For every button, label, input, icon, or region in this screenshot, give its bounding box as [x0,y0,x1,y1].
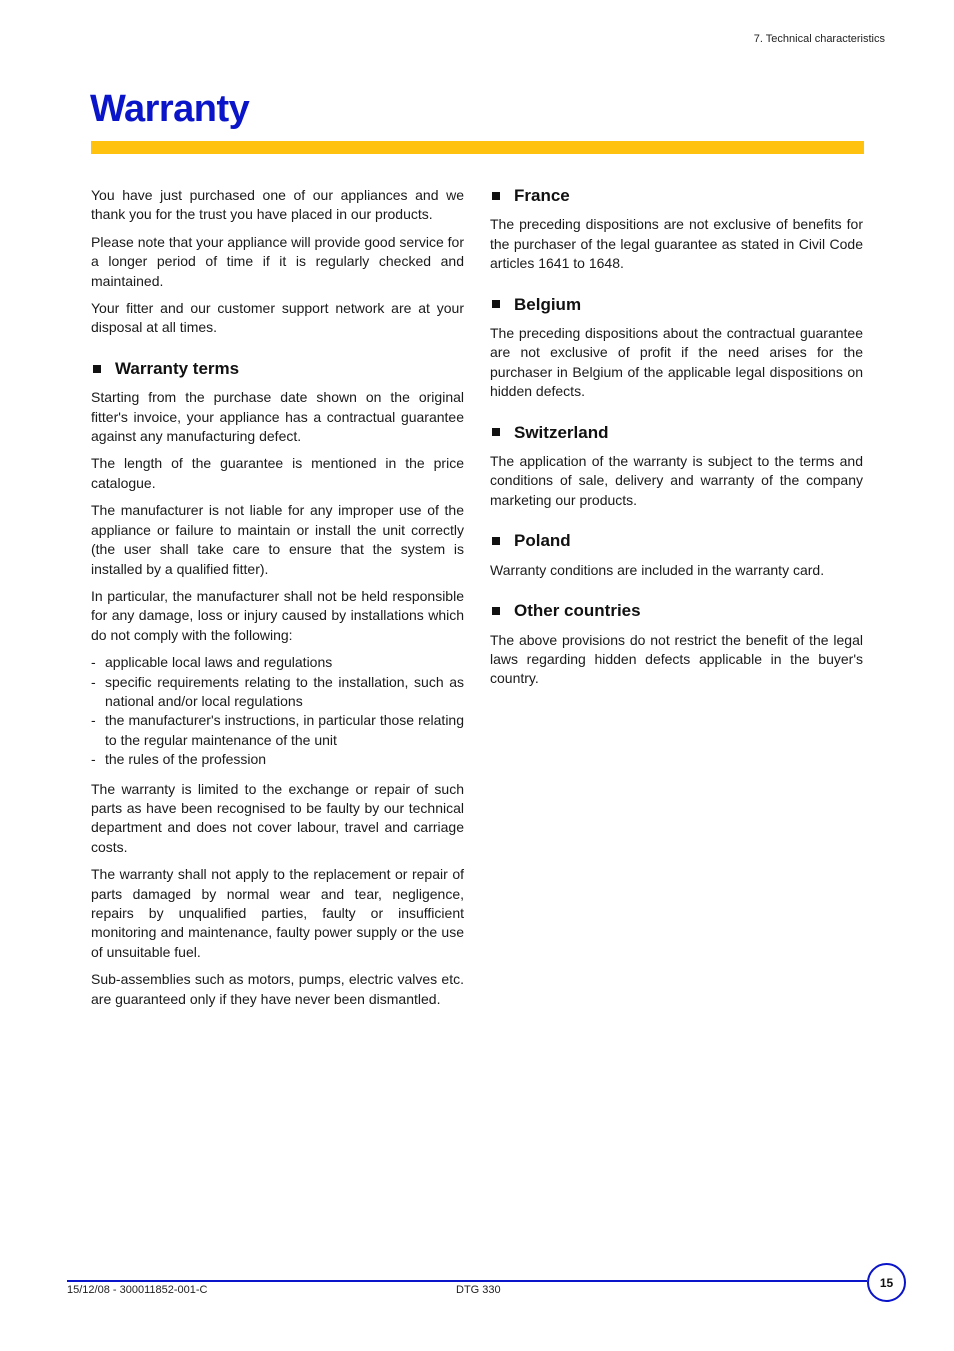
belgium-text: The preceding dispositions about the contractual guarantee are not exclusive of profit if the need arises for the purchaser in Belgium of the applicable legal dispositions on hidden defects. [490,325,863,400]
square-bullet-icon [492,537,500,545]
list-item: - applicable local laws and regulations [91,654,333,671]
terms-paragraph: In particular, the manufacturer shall not be held responsible for any damage, loss or injury caused by installations which do not comply with the following: [91,587,464,643]
list-item: - specific requirements relating to the installation, such as national and/or local regulations [91,673,464,709]
document-reference: 15/12/08 - 300011852-001-C [67,1284,208,1296]
heading-label: Poland [514,531,571,551]
terms-paragraph: The manufacturer is not liable for any improper use of the appliance or failure to maintain or install the unit correctly (the user shall take care to ensure that the system is installed by a qualified fitter). [91,502,464,577]
compliance-list [91,653,464,769]
footer-rule [67,1280,867,1282]
switzerland-text: The application of the warranty is subject to the terms and conditions of sale, delivery and warranty of the company marketing our products. [490,453,863,508]
right-column [490,186,863,697]
closing-paragraph: The warranty shall not apply to the replacement or repair of parts damaged by normal wear and tear, negligence, repairs by unqualified parties, faulty or insufficient monitoring and maintenance, faulty power supply or the use of unsuitable fuel. [91,866,464,960]
other-countries-heading [490,601,863,620]
heading-label: Belgium [514,294,582,314]
square-bullet-icon [492,607,500,615]
france-heading [490,186,863,205]
warranty-terms-heading [91,359,464,378]
terms-paragraph: The length of the guarantee is mentioned in the price catalogue. [91,455,464,491]
france-text: The preceding dispositions are not exclusive of benefits for the purchaser of the legal guarantee as stated in Civil Code articles 1641 to 1648. [490,216,863,272]
title-underline-bar [91,141,864,154]
poland-text: Warranty conditions are included in the warranty card. [490,561,825,578]
heading-label: Other countries [514,601,641,621]
list-item: - the manufacturer's instructions, in particular those relating to the regular maintenance of the unit [91,712,464,748]
poland-heading [490,531,863,550]
model-name: DTG 330 [456,1284,501,1296]
heading-label: Switzerland [514,422,609,442]
left-column [91,186,464,1017]
closing-paragraph: The warranty is limited to the exchange or repair of such parts as have been recognised to be faulty by our technical department and does not cover labour, travel and carriage costs. [91,780,464,855]
square-bullet-icon [492,428,500,436]
switzerland-heading [490,423,863,442]
intro-paragraph: Your fitter and our customer support network are at your disposal at all times. [91,300,464,336]
list-item: - the rules of the profession [91,751,267,768]
square-bullet-icon [93,365,101,373]
page-number: 15 [879,1275,894,1290]
terms-paragraph: Starting from the purchase date shown on the original fitter's invoice, your appliance has a contractual guarantee against any manufacturing defect. [91,389,464,445]
square-bullet-icon [492,192,500,200]
page-title: Warranty [90,88,250,130]
square-bullet-icon [492,300,500,308]
section-header: 7. Technical characteristics [753,33,885,45]
intro-paragraph: You have just purchased one of our appliances and we thank you for the trust you have placed in our products. [91,187,464,223]
belgium-heading [490,295,863,314]
closing-paragraph: Sub-assemblies such as motors, pumps, electric valves etc. are guaranteed only if they have never been dismantled. [91,971,464,1007]
heading-label: France [514,186,570,205]
page-number-badge [867,1263,906,1302]
intro-paragraph: Please note that your appliance will provide good service for a longer period of time if it is regularly checked and maintained. [91,233,464,289]
heading-label: Warranty terms [115,358,240,378]
other-countries-text: The above provisions do not restrict the benefit of the legal laws regarding hidden defects applicable in the buyer's country. [490,631,863,687]
